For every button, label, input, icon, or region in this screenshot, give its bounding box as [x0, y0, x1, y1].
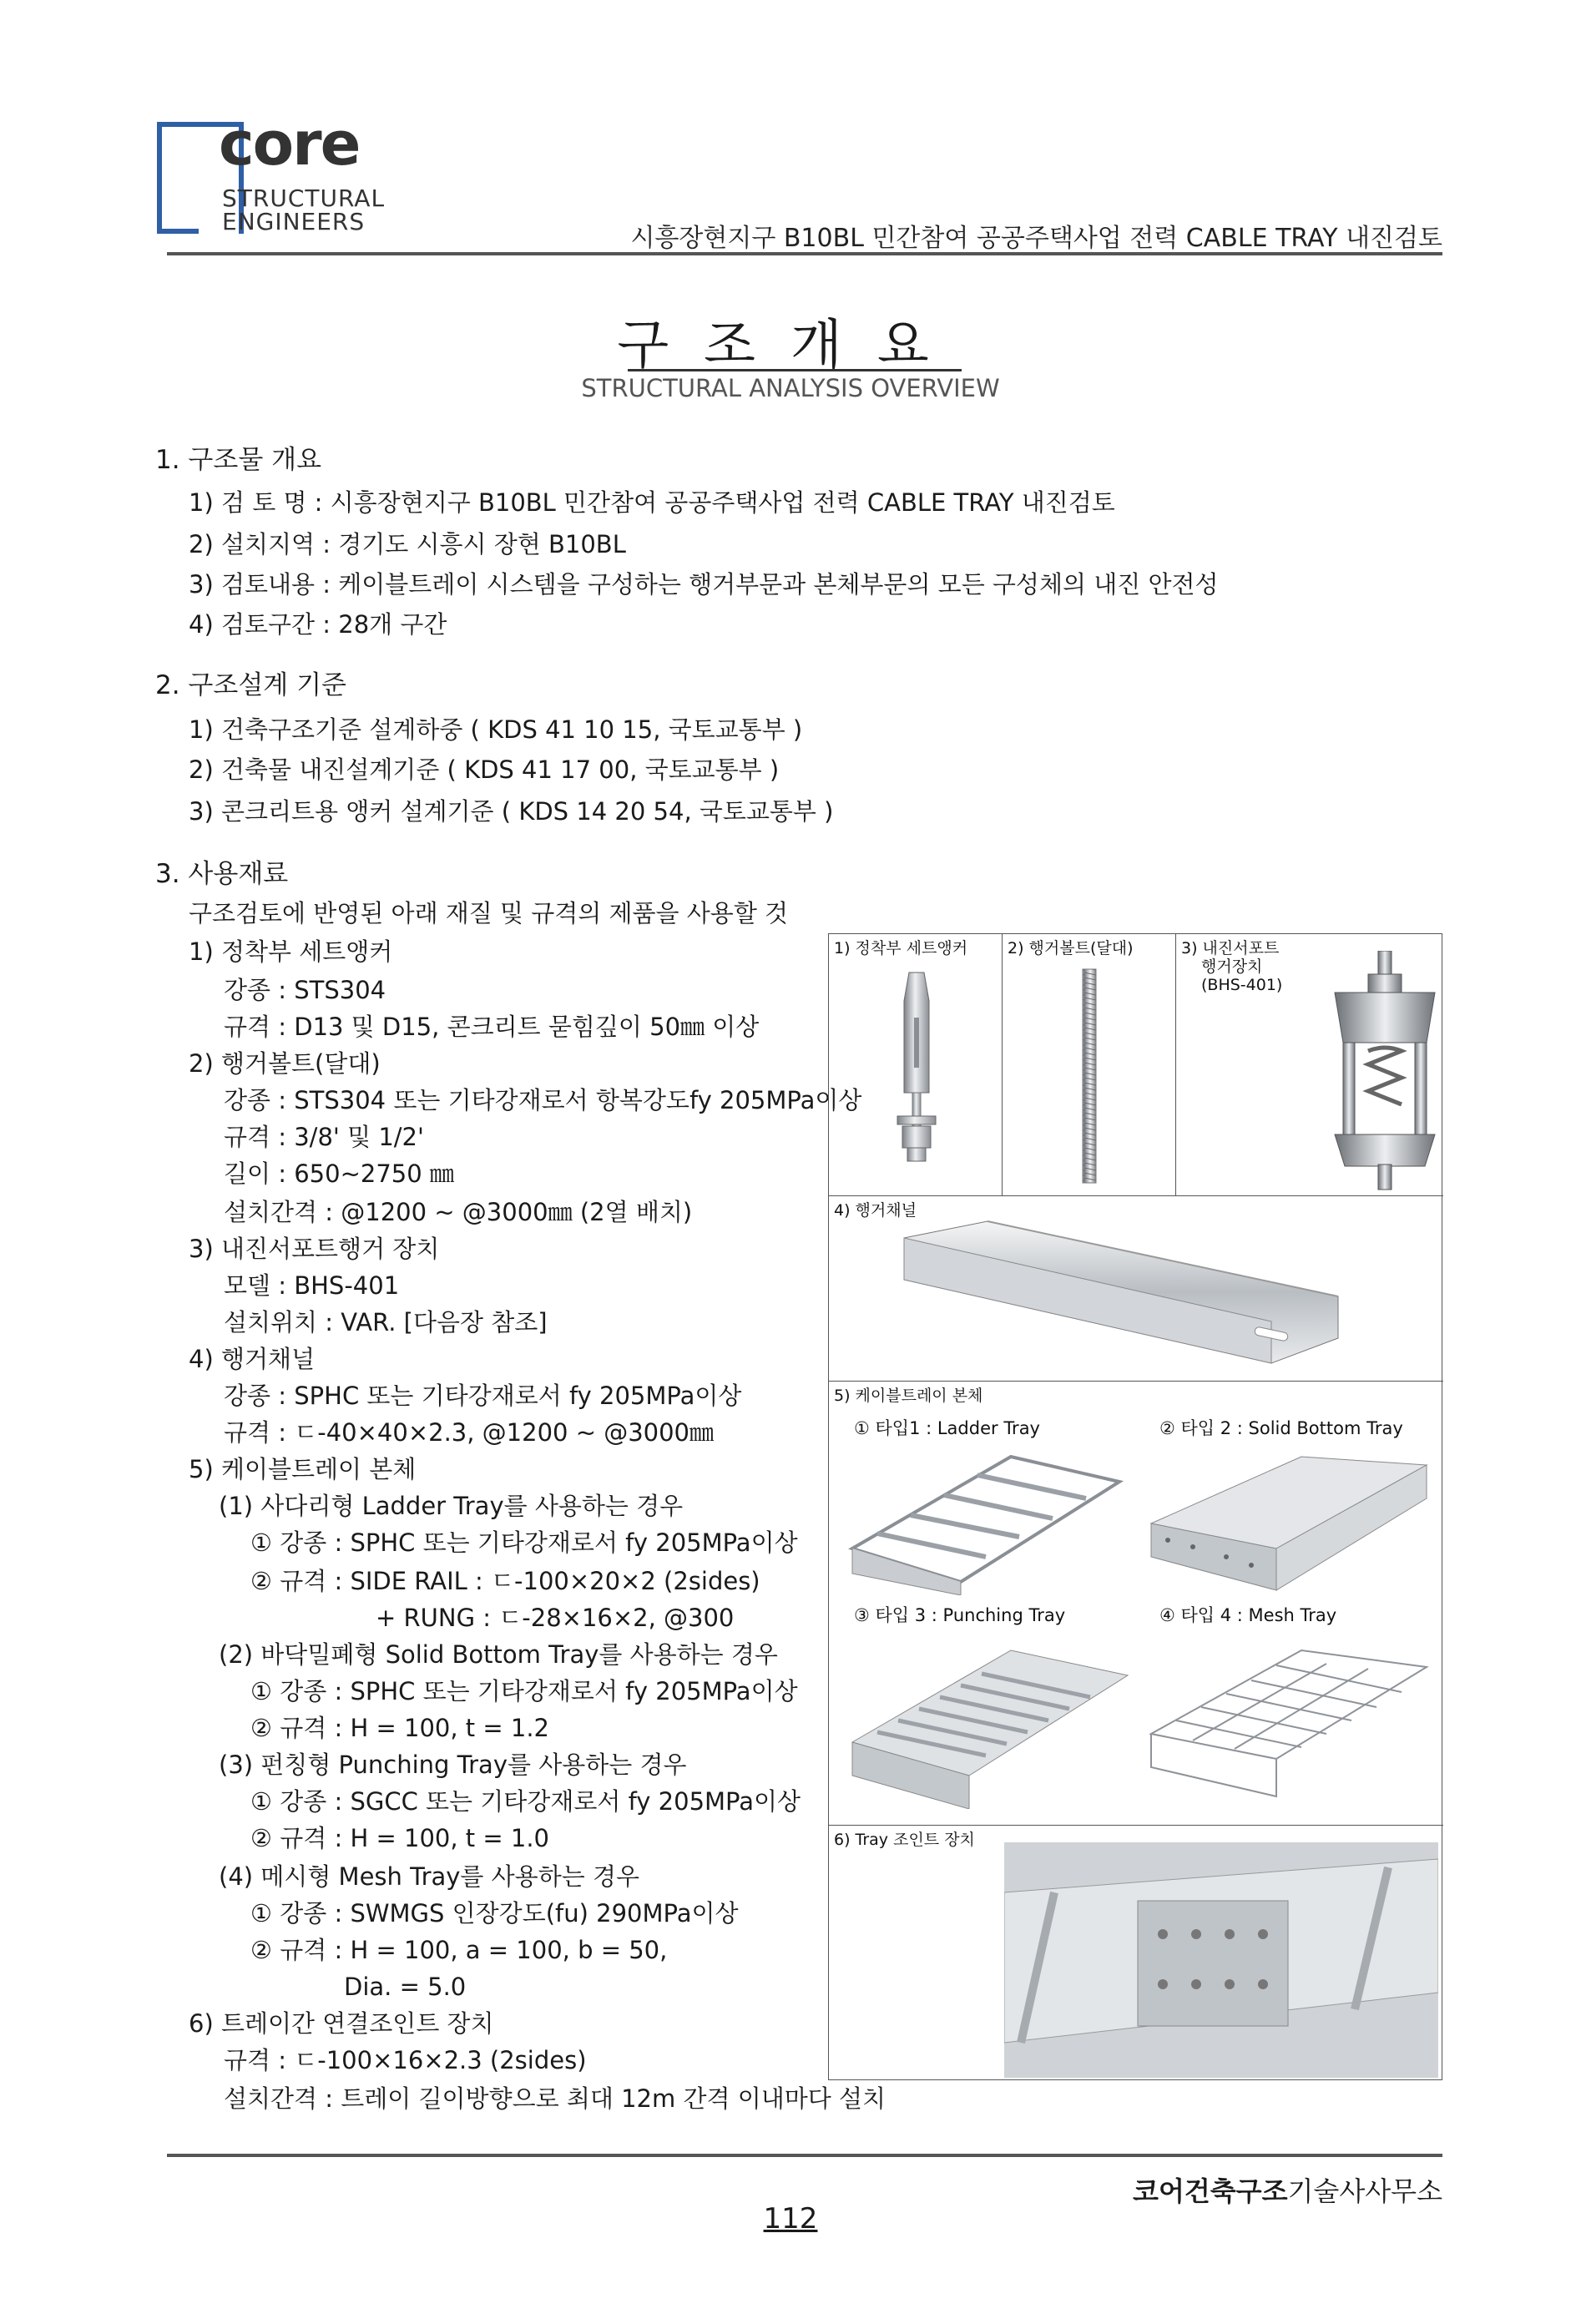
- material-line: 4) 행거채널: [189, 1345, 316, 1373]
- figure-caption: 2) 행거볼트(달대): [1008, 939, 1134, 957]
- figure-joint-cell: [829, 1826, 1443, 2081]
- figure-seismic-hanger-cell: [1176, 934, 1443, 1196]
- header-divider: [167, 252, 1442, 255]
- footer-divider: [167, 2154, 1442, 2157]
- material-line: 5) 케이블트레이 본체: [189, 1455, 417, 1483]
- figure-anchor-cell: [829, 934, 1003, 1196]
- section-1-heading: 1. 구조물 개요: [155, 445, 322, 475]
- material-line: (2) 바닥밀폐형 Solid Bottom Tray를 사용하는 경우: [219, 1640, 778, 1669]
- set-anchor-icon: [879, 967, 954, 1185]
- tray-joint-icon: [1004, 1842, 1438, 2078]
- material-figure-grid: [828, 933, 1442, 2080]
- section-1-item: 3) 검토내용 : 케이블트레이 시스템을 구성하는 행거부문과 본체부문의 모든 구성체의 내진 안전성: [189, 570, 1219, 599]
- material-line: 규격 : ㄷ-40×40×2.3, @1200 ~ @3000㎜: [224, 1418, 715, 1447]
- material-line: (4) 메시형 Mesh Tray를 사용하는 경우: [219, 1862, 639, 1891]
- header-title: 시흥장현지구 B10BL 민간참여 공공주택사업 전력 CABLE TRAY 내진검토: [630, 224, 1442, 253]
- material-line: (1) 사다리형 Ladder Tray를 사용하는 경우: [219, 1492, 684, 1520]
- material-line: 규격 : ㄷ-100×16×2.3 (2sides): [224, 2046, 587, 2074]
- material-line: 길이 : 650~2750 ㎜: [224, 1159, 454, 1188]
- figure-caption: 5) 케이블트레이 본체: [834, 1387, 983, 1405]
- company-name-bold: 코어건축구조: [1133, 2175, 1288, 2207]
- material-line: ① 강종 : SWMGS 인장강도(fu) 290MPa이상: [250, 1899, 739, 1927]
- company-name-rest: 기술사사무소: [1287, 2175, 1442, 2207]
- figure-caption: ③ 타입 3 : Punching Tray: [854, 1605, 1066, 1625]
- material-line: ② 규격 : H = 100, a = 100, b = 50,: [250, 1936, 668, 1964]
- figure-channel-cell: [829, 1196, 1443, 1382]
- section-3-heading: 3. 사용재료: [155, 859, 289, 889]
- page-number: 112: [763, 2202, 818, 2236]
- seismic-hanger-icon: [1326, 951, 1443, 1193]
- figure-caption: ④ 타입 4 : Mesh Tray: [1159, 1605, 1337, 1625]
- material-line: 설치간격 : @1200 ~ @3000㎜ (2열 배치): [224, 1198, 693, 1226]
- page-title: 구조개요: [617, 315, 964, 376]
- figure-caption: (BHS-401): [1201, 976, 1283, 994]
- section-2-item: 1) 건축구조기준 설계하중 ( KDS 41 10 15, 국토교통부 ): [189, 715, 803, 744]
- material-line: 2) 행거볼트(달대): [189, 1049, 381, 1078]
- figure-tray-row-2: [829, 1600, 1443, 1826]
- solid-bottom-tray-icon: [1143, 1448, 1435, 1595]
- material-line: ① 강종 : SGCC 또는 기타강재로서 fy 205MPa이상: [250, 1787, 801, 1816]
- punching-tray-icon: [844, 1634, 1136, 1809]
- figure-caption: 6) Tray 조인트 장치: [834, 1831, 975, 1849]
- material-line: 강종 : SPHC 또는 기타강재로서 fy 205MPa이상: [224, 1382, 742, 1410]
- logo-line-1: STRUCTURAL: [222, 184, 386, 212]
- logo-line-2: ENGINEERS: [222, 208, 366, 235]
- material-line: 강종 : STS304 또는 기타강재로서 항복강도fy 205MPa이상: [224, 1086, 862, 1114]
- title-underline: [628, 369, 962, 371]
- ladder-tray-icon: [844, 1448, 1128, 1595]
- company-logo: [150, 109, 401, 242]
- section-1-item: 4) 검토구간 : 28개 구간: [189, 610, 447, 639]
- mesh-tray-icon: [1143, 1634, 1435, 1809]
- material-line: ① 강종 : SPHC 또는 기타강재로서 fy 205MPa이상: [250, 1528, 798, 1557]
- section-1-item: 1) 검 토 명 : 시흥장현지구 B10BL 민간참여 공공주택사업 전력 CABLE TRAY 내진검토: [189, 488, 1115, 517]
- material-line: 설치위치 : VAR. [다음장 참조]: [224, 1308, 548, 1336]
- figure-caption: ① 타입1 : Ladder Tray: [854, 1418, 1040, 1438]
- material-line: 1) 정착부 세트앵커: [189, 937, 393, 966]
- material-line: 6) 트레이간 연결조인트 장치: [189, 2009, 494, 2038]
- section-1-item: 2) 설치지역 : 경기도 시흥시 장현 B10BL: [189, 530, 626, 558]
- material-line: 구조검토에 반영된 아래 재질 및 규격의 제품을 사용할 것: [189, 899, 789, 927]
- section-2-item: 3) 콘크리트용 앵커 설계기준 ( KDS 14 20 54, 국토교통부 ): [189, 797, 834, 826]
- material-line: 규격 : D13 및 D15, 콘크리트 묻힘깊이 50㎜ 이상: [224, 1013, 760, 1041]
- figure-caption: 3) 내진서포트: [1181, 939, 1280, 957]
- material-line: ② 규격 : H = 100, t = 1.0: [250, 1824, 550, 1852]
- material-line: (3) 펀칭형 Punching Tray를 사용하는 경우: [219, 1751, 687, 1779]
- material-line: 설치간격 : 트레이 길이방향으로 최대 12m 간격 이내마다 설치: [224, 2084, 886, 2113]
- material-line: 모델 : BHS-401: [224, 1271, 400, 1300]
- figure-caption: 1) 정착부 세트앵커: [834, 939, 968, 957]
- figure-caption: 행거장치: [1201, 957, 1263, 976]
- hanger-channel-icon: [887, 1213, 1355, 1372]
- material-line: Dia. = 5.0: [344, 1973, 467, 2001]
- figure-tray-row-1: [829, 1382, 1443, 1600]
- logo-word: core: [219, 109, 360, 179]
- figure-bolt-cell: [1003, 934, 1176, 1196]
- material-line: ② 규격 : SIDE RAIL : ㄷ-100×20×2 (2sides): [250, 1567, 760, 1595]
- material-line: 강종 : STS304: [224, 976, 386, 1004]
- material-line: ② 규격 : H = 100, t = 1.2: [250, 1714, 550, 1742]
- logo-bracket: [157, 122, 199, 234]
- figure-caption: 4) 행거채널: [834, 1201, 917, 1220]
- section-2-heading: 2. 구조설계 기준: [155, 670, 346, 700]
- hanger-bolt-icon: [1073, 967, 1106, 1186]
- material-line: + RUNG : ㄷ-28×16×2, @300: [376, 1604, 735, 1632]
- page-subtitle: STRUCTURAL ANALYSIS OVERVIEW: [581, 374, 1000, 402]
- material-line: 3) 내진서포트행거 장치: [189, 1235, 440, 1263]
- material-line: ① 강종 : SPHC 또는 기타강재로서 fy 205MPa이상: [250, 1677, 798, 1705]
- material-line: 규격 : 3/8' 및 1/2': [224, 1123, 424, 1151]
- section-2-item: 2) 건축물 내진설계기준 ( KDS 41 17 00, 국토교통부 ): [189, 755, 780, 784]
- figure-caption: ② 타입 2 : Solid Bottom Tray: [1159, 1418, 1403, 1438]
